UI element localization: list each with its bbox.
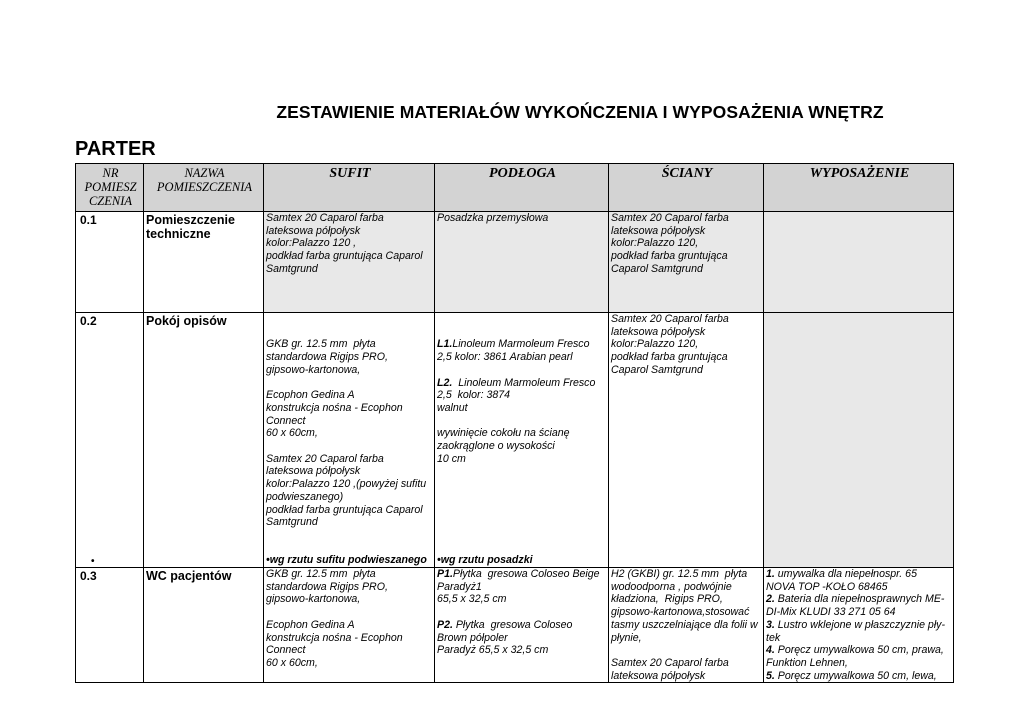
cell-line: tasmy uszczelniające dla folii w — [611, 618, 758, 631]
ceiling-note: •wg rzutu sufitu podwieszanego — [266, 554, 427, 567]
item-marker: 3. — [766, 618, 775, 631]
cell-line — [766, 593, 953, 606]
item-text: Brown półpoler — [437, 631, 508, 644]
document-title: ZESTAWIENIE MATERIAŁÓW WYKOŃCZENIA I WYPOSAŻENIA WNĘTRZ — [276, 102, 884, 122]
item-text: NOVA TOP -KOŁO 68465 — [766, 580, 888, 593]
item-text: tek — [766, 631, 781, 644]
item-marker: 1. — [766, 568, 775, 581]
cell-line — [437, 606, 608, 619]
cell-line — [266, 440, 434, 453]
item-text: walnut — [437, 401, 468, 414]
cell-line: konstrukcja nośna - Ecophon — [266, 401, 403, 414]
cell-line: gipsowo-kartonowa,stosować — [611, 606, 750, 619]
cell-line: podkład farba gruntująca Caparol — [266, 503, 423, 516]
header-room-name: NAZWA POMIESZCZENIA — [144, 164, 264, 212]
cell-line: Samtgrund — [266, 516, 318, 529]
cell-line — [437, 389, 608, 402]
item-text: 2,5 kolor: 3861 Arabian pearl — [437, 351, 573, 364]
item-text: Bateria dla niepełnosprawnych ME- — [774, 593, 945, 606]
cell-line — [437, 568, 608, 581]
room-name: Pokój opisów — [144, 313, 264, 568]
item-text: 2,5 kolor: 3874 — [437, 389, 511, 402]
item-text: Linoleum Marmoleum Fresco — [452, 376, 596, 389]
room-number: 0.3 — [76, 568, 144, 683]
table-row — [76, 568, 954, 683]
cell-line: Samtgrund — [266, 262, 318, 275]
cell-line — [611, 644, 763, 657]
table-row — [76, 313, 954, 568]
equipment-cell — [764, 313, 954, 568]
item-marker: 2. — [766, 593, 775, 606]
cell-line — [437, 581, 608, 594]
table-row — [76, 212, 954, 313]
cell-line — [437, 364, 608, 377]
ceiling-cell — [264, 212, 435, 313]
walls-cell — [609, 313, 764, 568]
cell-line: Samtex 20 Caparol farba — [611, 313, 729, 325]
cell-line: lateksowa półpołysk — [266, 465, 361, 478]
room-name: Pomieszczenie techniczne — [144, 212, 264, 313]
header-walls: ŚCIANY — [609, 164, 764, 212]
cell-line — [266, 377, 434, 390]
cell-line — [437, 338, 608, 351]
cell-line: H2 (GKBI) gr. 12.5 mm płyta — [611, 568, 748, 581]
cell-line — [437, 377, 608, 390]
cell-line: wodoodporna , podwójnie — [611, 580, 732, 593]
cell-line: standardowa Rigips PRO, — [266, 351, 388, 364]
item-text: Poręcz umywalkowa 50 cm, prawa, — [774, 644, 944, 657]
cell-line — [437, 351, 608, 364]
cell-line: podkład farba gruntująca Caparol — [266, 250, 423, 263]
item-marker: 4. — [766, 644, 775, 657]
cell-line: Samtex 20 Caparol farba — [611, 656, 729, 669]
cell-line — [766, 670, 953, 683]
cell-line: Connect — [266, 414, 306, 427]
cell-line: 60 x 60cm, — [266, 427, 318, 440]
cell-line: Samtex 20 Caparol farba — [266, 212, 384, 224]
cell-line: gipsowo-kartonowa, — [266, 363, 361, 376]
cell-line: Ecophon Gedina A — [266, 389, 355, 402]
cell-line — [437, 632, 608, 645]
cell-line — [437, 593, 608, 606]
cell-line — [766, 568, 953, 581]
floor-cell — [435, 568, 609, 683]
item-text: wywinięcie cokołu na ścianę — [437, 427, 570, 440]
header-floor: PODŁOGA — [435, 164, 609, 212]
cell-line — [766, 632, 953, 645]
floor-cell — [435, 313, 609, 568]
cell-line: kładziona, Rigips PRO, — [611, 593, 723, 606]
item-text: 65,5 x 32,5 cm — [437, 593, 507, 606]
item-text: Lustro wklejone w płaszczyznie pły- — [774, 618, 946, 631]
ceiling-cell — [264, 313, 435, 568]
cell-line: Posadzka przemysłowa — [437, 212, 549, 224]
item-text: Poręcz umywalkowa 50 cm, lewa, — [774, 669, 937, 682]
header-ceiling: SUFIT — [264, 164, 435, 212]
header-row — [76, 164, 954, 212]
cell-line: podkład farba gruntująca — [611, 250, 728, 263]
cell-line: Caparol Samtgrund — [611, 363, 703, 376]
cell-line — [266, 606, 434, 619]
ceiling-cell — [264, 568, 435, 683]
item-text: umywalka dla niepełnospr. 65 — [774, 568, 917, 581]
item-marker: L2. — [437, 376, 453, 389]
item-text: Paradyż1 — [437, 580, 482, 593]
item-marker: P1. — [437, 568, 453, 581]
cell-line: Ecophon Gedina A — [266, 618, 355, 631]
cell-line: lateksowa półpołysk — [266, 224, 361, 237]
item-text: zaokrąglone o wysokości — [437, 440, 555, 453]
cell-line: Samtex 20 Caparol farba — [266, 452, 384, 465]
cell-line: konstrukcja nośna - Ecophon — [266, 631, 403, 644]
cell-line: kolor:Palazzo 120 ,(powyżej sufitu — [266, 478, 427, 491]
header-equipment: WYPOSAŻENIE — [764, 164, 954, 212]
header-room-number: NR POMIESZ CZENIA — [76, 164, 144, 212]
cell-line — [437, 440, 608, 453]
materials-table — [75, 163, 954, 683]
cell-line: kolor:Palazzo 120, — [611, 237, 699, 250]
item-text: Paradyż 65,5 x 32,5 cm — [437, 644, 549, 657]
equipment-cell — [764, 568, 954, 683]
cell-line — [437, 453, 608, 466]
cell-line — [766, 606, 953, 619]
cell-line: lateksowa półpołysk — [611, 669, 706, 682]
cell-line: lateksowa półpołysk — [611, 224, 706, 237]
item-marker: P2. — [437, 618, 453, 631]
cell-line — [437, 619, 608, 632]
cell-line: Caparol Samtgrund — [611, 262, 703, 275]
cell-line — [437, 402, 608, 415]
room-number: 0.2 • — [76, 313, 144, 568]
room-name: WC pacjentów — [144, 568, 264, 683]
cell-line: Connect — [266, 644, 306, 657]
item-marker: 5. — [766, 669, 775, 682]
cell-line — [766, 619, 953, 632]
cell-line: gipsowo-kartonowa, — [266, 593, 361, 606]
cell-line — [766, 644, 953, 657]
item-text: DI-Mix KLUDI 33 271 05 64 — [766, 606, 896, 619]
item-text: Linoleum Marmoleum Fresco — [452, 338, 590, 351]
cell-line: lateksowa półpołysk — [611, 325, 706, 338]
walls-cell — [609, 568, 764, 683]
cell-line: Samtex 20 Caparol farba — [611, 212, 729, 224]
walls-cell — [609, 212, 764, 313]
cell-line — [437, 427, 608, 440]
cell-line — [766, 581, 953, 594]
section-heading: PARTER — [75, 138, 156, 160]
cell-line: podwieszanego) — [266, 490, 344, 503]
item-text: Funktion Lehnen, — [766, 656, 848, 669]
cell-line: 60 x 60cm, — [266, 656, 318, 669]
item-text: Płytka gresowa Coloseo — [452, 618, 573, 631]
bullet-marker: • — [91, 556, 95, 568]
item-text: 10 cm — [437, 452, 466, 465]
floor-cell — [435, 212, 609, 313]
equipment-cell — [764, 212, 954, 313]
room-number: 0.1 — [76, 212, 144, 313]
cell-line: płynie, — [611, 631, 642, 644]
cell-line — [766, 657, 953, 670]
cell-line: GKB gr. 12.5 mm płyta — [266, 568, 376, 581]
cell-line: GKB gr. 12.5 mm płyta — [266, 338, 376, 351]
cell-line: kolor:Palazzo 120 , — [266, 237, 357, 250]
item-marker: L1. — [437, 338, 453, 351]
cell-line — [437, 644, 608, 657]
item-text: Płytka gresowa Coloseo Beige — [452, 568, 600, 581]
floor-note: •wg rzutu posadzki — [437, 554, 533, 567]
cell-line — [437, 415, 608, 428]
cell-line: kolor:Palazzo 120, — [611, 338, 699, 351]
cell-line: standardowa Rigips PRO, — [266, 580, 388, 593]
cell-line: podkład farba gruntująca — [611, 351, 728, 364]
